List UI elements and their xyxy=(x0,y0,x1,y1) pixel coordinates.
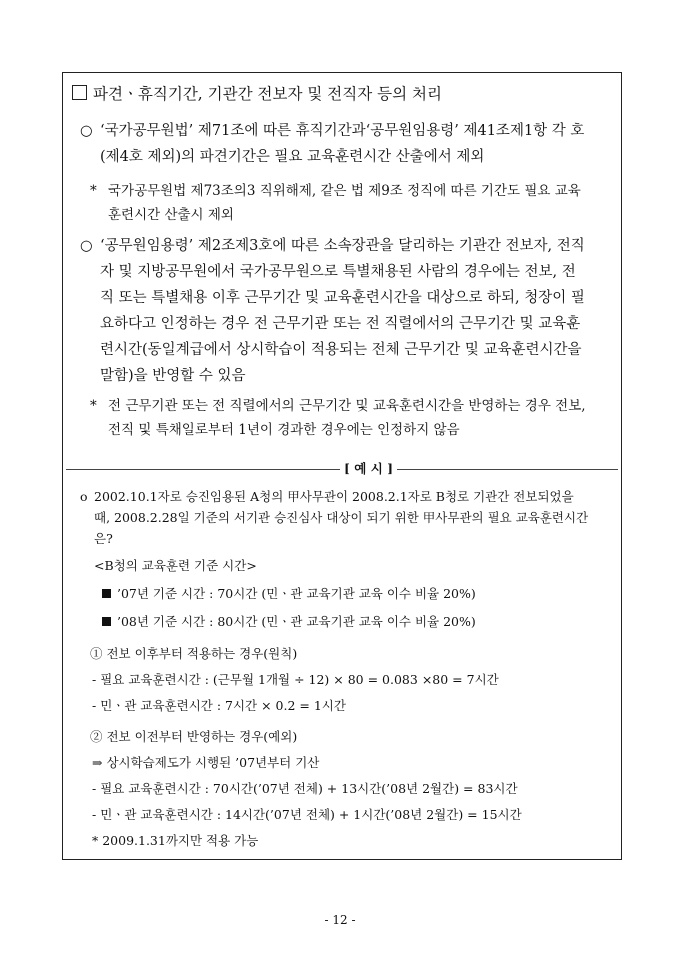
item-1-text: ‘국가공무원법’ 제71조에 따른 휴직기간과‘공무원임용령’ 제41조제1항 각 호(제4호 제외)의 파견기간은 필요 교육훈련시간 산출에서 제외 xyxy=(100,123,585,165)
standard-2007 xyxy=(102,584,476,602)
case-2-line-2: - 필요 교육훈련시간 : 70시간(’07년 전체) + 13시간(’08년 2월간) = 83시간 xyxy=(92,781,518,796)
item-2-marker: * xyxy=(90,183,97,199)
page-number: - 12 - xyxy=(324,913,356,927)
example-question xyxy=(80,486,590,549)
item-1 xyxy=(80,118,588,170)
case-2-note: * 2009.1.31까지만 적용 가능 xyxy=(92,833,259,848)
item-4-text: 전 근무기관 또는 전 직렬에서의 근무기간 및 교육훈련시간을 반영하는 경우 전보, 전직 및 특채일로부터 1년이 경과한 경우에는 인정하지 않음 xyxy=(108,398,586,438)
section-title xyxy=(72,82,442,104)
checkbox-square-icon xyxy=(72,85,87,100)
item-4-note xyxy=(90,394,600,442)
item-4-marker: * xyxy=(90,398,97,414)
example-question-marker: o xyxy=(80,489,88,504)
item-2-text: 국가공무원법 제73조의3 직위해제, 같은 법 제9조 정직에 따른 기간도 필요 교육훈련시간 산출시 제외 xyxy=(108,183,581,223)
item-1-marker: ○ xyxy=(80,123,93,139)
item-3-text: ‘공무원임용령’ 제2조제3호에 따른 소속장관을 달리하는 기관간 전보자, 전직자 및 지방공무원에서 국가공무원으로 특별채용된 사람의 경우에는 전보, 전직 또는 특별채용 이후 근무기간 및 교육훈련시간을 대상으로 하되, 청장이 필요하다고 인정하는 경우 전 근무기관 또는 전 직렬에서의 근무기간 및 교육훈련시간(동일계급에서 상시학습이 적용되는 전체 근무기간 및 교육훈련시간을 말함)을 반영할 수 있음 xyxy=(100,238,585,384)
standard-title: <B청의 교육훈련 기준 시간> xyxy=(94,558,257,573)
standard-2008 xyxy=(102,612,476,630)
item-3-marker: ○ xyxy=(80,238,93,254)
case-1-line-1: - 필요 교육훈련시간 : (근무월 1개월 ÷ 12) × 80 = 0.083 ×80 = 7시간 xyxy=(92,672,499,687)
case-1-line-2: - 민ㆍ관 교육훈련시간 : 7시간 × 0.2 = 1시간 xyxy=(92,698,346,713)
item-3 xyxy=(80,233,588,389)
example-label: [ 예 시 ] xyxy=(340,459,397,477)
standard-2007-text: ’07년 기준 시간 : 70시간 (민ㆍ관 교육기관 교육 이수 비율 20%) xyxy=(117,586,476,601)
black-square-icon xyxy=(102,589,111,598)
example-header xyxy=(66,462,618,476)
standard-2008-text: ’08년 기준 시간 : 80시간 (민ㆍ관 교육기관 교육 이수 비율 20%) xyxy=(117,614,476,629)
section-title-text: 파견ㆍ휴직기간, 기관간 전보자 및 전직자 등의 처리 xyxy=(93,85,442,103)
example-question-text: 2002.10.1자로 승진임용된 A청의 甲사무관이 2008.2.1자로 B청로 기관간 전보되었을 때, 2008.2.28일 기준의 서기관 승진심사 대상이 되기 위한 甲사무관의 필요 교육훈련시간은? xyxy=(94,489,589,546)
case-2-title: ② 전보 이전부터 반영하는 경우(예외) xyxy=(90,729,298,744)
black-square-icon xyxy=(102,617,111,626)
case-1-title: ① 전보 이후부터 적용하는 경우(원칙) xyxy=(90,646,298,661)
case-2-line-3: - 민ㆍ관 교육훈련시간 : 14시간(’07년 전체) + 1시간(’08년 2월간) = 15시간 xyxy=(92,807,522,822)
item-2-note xyxy=(90,179,590,227)
case-2-line-1: ⇒ 상시학습제도가 시행된 ’07년부터 기산 xyxy=(92,755,320,770)
